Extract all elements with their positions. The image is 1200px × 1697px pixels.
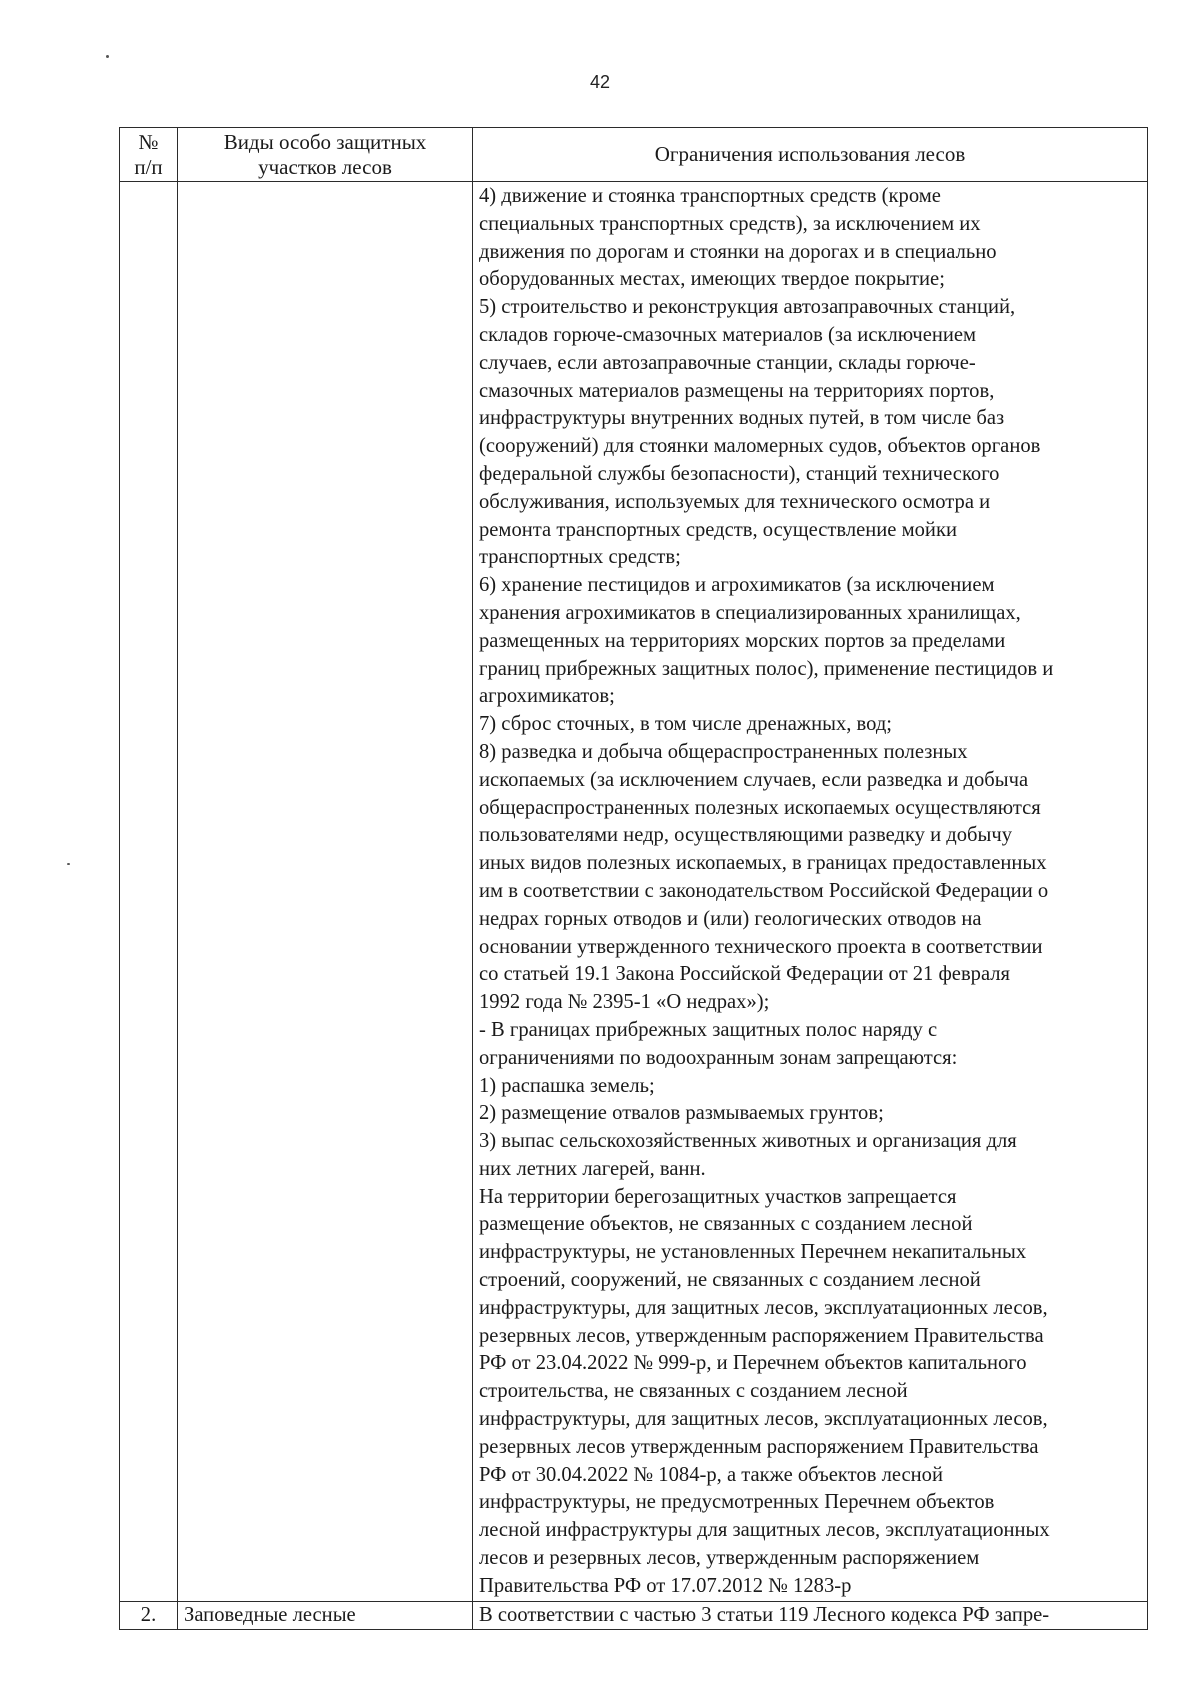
- header-type-line: Виды особо защитных: [223, 129, 427, 154]
- text-line: ремонта транспортных средств, осуществление мойки: [479, 518, 957, 541]
- text-line: 8) разведка и добыча общераспространенных полезных: [479, 740, 968, 763]
- text-line: движения по дорогам и стоянки на дорогах и в специально: [479, 240, 997, 263]
- table-row: [120, 182, 1148, 1602]
- text-line: 2) размещение отвалов размываемых грунтов;: [479, 1102, 884, 1125]
- text-line: 6) хранение пестицидов и агрохимикатов (за исключением: [479, 574, 995, 597]
- header-restrictions: [473, 128, 1148, 182]
- restrictions-table: [119, 127, 1148, 1630]
- row2-restrictions: В соответствии с частью 3 статьи 119 Лесного кодекса РФ запре-: [473, 1601, 1148, 1629]
- text-line: резервных лесов, утвержденным распоряжением Правительства: [479, 1324, 1044, 1347]
- page-number: 42: [589, 72, 611, 92]
- text-line: них летних лагерей, ванн.: [479, 1157, 706, 1180]
- text-line: 5) строительство и реконструкция автозаправочных станций,: [479, 296, 1016, 319]
- text-line: со статьей 19.1 Закона Российской Федерации от 21 февраля: [479, 963, 1011, 986]
- text-line: им в соответствии с законодательством Российской Федерации о: [479, 879, 1049, 902]
- text-line: недрах горных отводов и (или) геологических отводов на: [479, 907, 982, 930]
- text-line: размещенных на территориях морских портов за пределами: [479, 629, 1006, 652]
- header-type-line: участков лесов: [258, 154, 392, 179]
- text-line: инфраструктуры внутренних водных путей, в том числе баз: [479, 407, 1005, 430]
- text-line: 4) движение и стоянка транспортных средств (кроме: [479, 185, 941, 207]
- text-line: федеральной службы безопасности), станций технического: [479, 462, 1000, 485]
- text-line: агрохимикатов;: [479, 685, 615, 708]
- row-number-cell: [120, 182, 178, 1602]
- text-line: РФ от 30.04.2022 № 1084-р, а также объектов лесной: [479, 1463, 943, 1486]
- text-line: строительства, не связанных с созданием лесной: [479, 1380, 908, 1403]
- text-line: На территории берегозащитных участков запрещается: [479, 1185, 957, 1208]
- text-line: транспортных средств;: [479, 546, 681, 569]
- text-line: 1992 года № 2395-1 «О недрах»);: [479, 991, 770, 1014]
- text-line: ископаемых (за исключением случаев, если разведка и добыча: [479, 768, 1029, 791]
- text-line: основании утвержденного технического проекта в соответствии: [479, 935, 1043, 958]
- header-type: [178, 128, 473, 182]
- text-line: складов горюче-смазочных материалов (за исключением: [479, 323, 977, 346]
- row-type-cell: [178, 182, 473, 1602]
- text-line: строений, сооружений, не связанных с созданием лесной: [479, 1269, 981, 1292]
- text-line: размещение объектов, не связанных с созданием лесной: [479, 1213, 973, 1236]
- text-line: пользователями недр, осуществляющими разведку и добычу: [479, 824, 1013, 847]
- header-number: [120, 128, 178, 182]
- text-line: Правительства РФ от 17.07.2012 № 1283-р: [479, 1574, 852, 1597]
- restrictions-text: [473, 182, 1147, 1601]
- text-line: иных видов полезных ископаемых, в границах предоставленных: [479, 852, 1047, 875]
- text-line: инфраструктуры, для защитных лесов, эксплуатационных лесов,: [479, 1408, 1048, 1431]
- text-line: оборудованных местах, имеющих твердое покрытие;: [479, 268, 945, 291]
- text-line: общераспространенных полезных ископаемых осуществляются: [479, 796, 1041, 819]
- text-line: 3) выпас сельскохозяйственных животных и организация для: [479, 1130, 1017, 1153]
- text-line: ограничениями по водоохранным зонам запрещаются:: [479, 1046, 958, 1069]
- header-restrictions-text: Ограничения использования лесов: [654, 142, 966, 166]
- text-line: инфраструктуры, для защитных лесов, эксплуатационных лесов,: [479, 1296, 1048, 1319]
- text-line: резервных лесов утвержденным распоряжением Правительства: [479, 1435, 1039, 1458]
- table-header-row: [120, 128, 1148, 182]
- text-line: специальных транспортных средств), за исключением их: [479, 212, 981, 235]
- table-row: [120, 1601, 1148, 1629]
- row2-type: Заповедные лесные: [178, 1601, 473, 1629]
- text-line: инфраструктуры, не установленных Перечнем некапитальных: [479, 1241, 1027, 1264]
- text-line: хранения агрохимикатов в специализированных хранилищах,: [479, 601, 1021, 624]
- text-line: 1) распашка земель;: [479, 1074, 655, 1097]
- text-line: случаев, если автозаправочные станции, склады горюче-: [479, 351, 976, 374]
- text-line: обслуживания, используемых для технического осмотра и: [479, 490, 991, 513]
- text-line: смазочных материалов размещены на территориях портов,: [479, 379, 995, 402]
- text-line: (сооружений) для стоянки маломерных судов, объектов органов: [479, 435, 1041, 458]
- header-number-line: №: [138, 129, 159, 154]
- text-line: границ прибрежных защитных полос), применение пестицидов и: [479, 657, 1054, 680]
- text-line: инфраструктуры, не предусмотренных Перечнем объектов: [479, 1491, 995, 1514]
- row-restrictions-cell: [473, 182, 1148, 1602]
- scan-speck: [67, 863, 70, 865]
- scan-speck: [106, 55, 109, 58]
- text-line: РФ от 23.04.2022 № 999-р, и Перечнем объектов капитального: [479, 1352, 1027, 1375]
- text-line: 7) сброс сточных, в том числе дренажных, вод;: [479, 713, 893, 736]
- text-line: лесов и резервных лесов, утвержденным распоряжением: [479, 1547, 980, 1570]
- row2-number: 2.: [120, 1601, 178, 1629]
- text-line: - В границах прибрежных защитных полос наряду с: [479, 1018, 938, 1041]
- header-number-line: п/п: [134, 154, 163, 179]
- text-line: лесной инфраструктуры для защитных лесов, эксплуатационных: [479, 1519, 1050, 1542]
